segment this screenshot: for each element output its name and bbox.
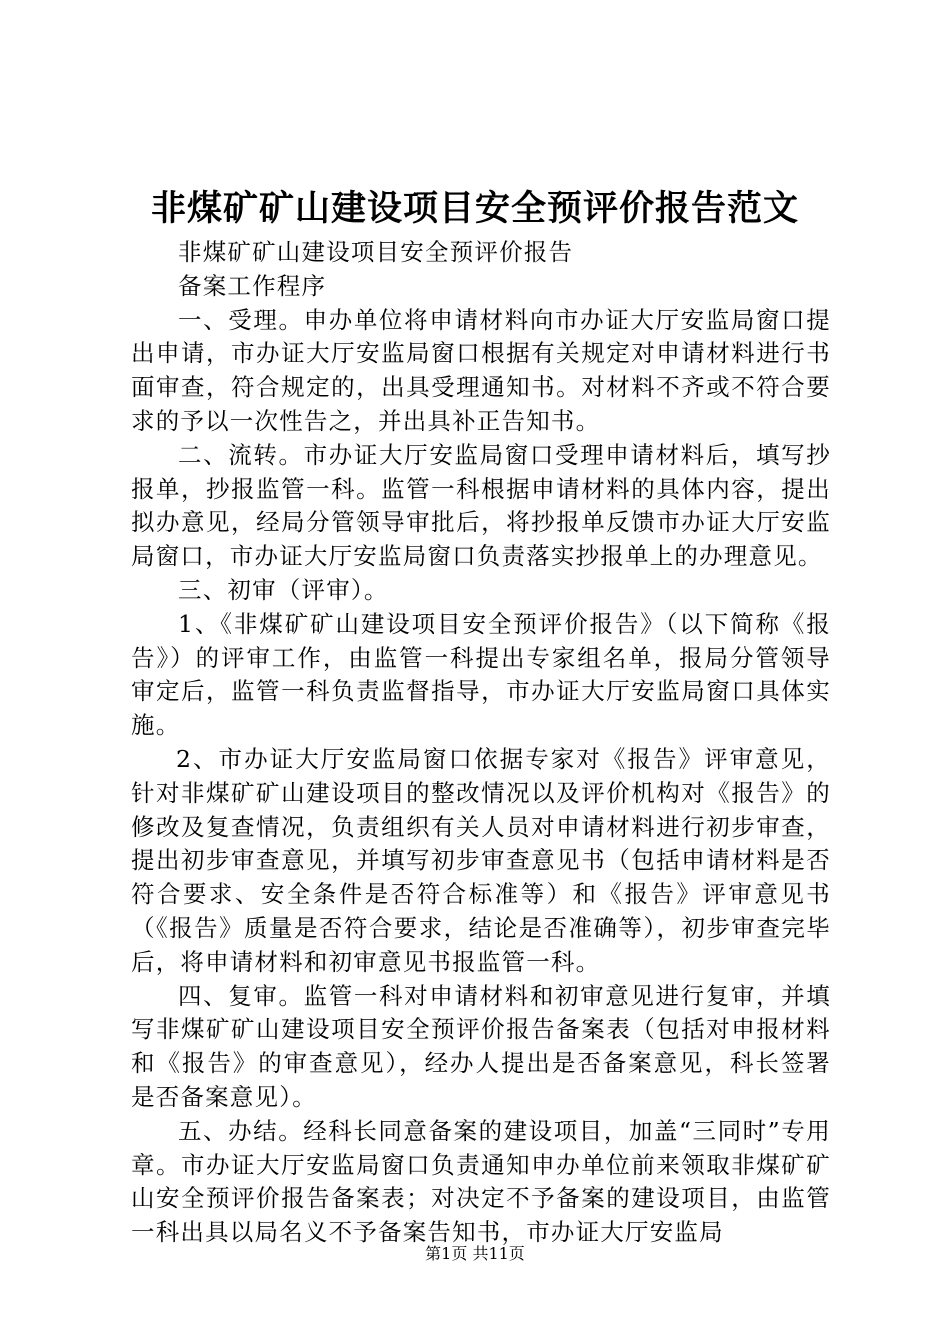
- paragraph-subtitle-line1: 非煤矿矿山建设项目安全预评价报告: [178, 238, 574, 266]
- paragraph-re-review: 四、复审。监管一科对申请材料和初审意见进行复审，并填写非煤矿矿山建设项目安全预评价报告备案表（包括对申报材料和《报告》的审查意见），经办人提出是否备案意见，科长签署是否备案意见）。: [131, 981, 831, 1111]
- paragraph-preliminary-review-item-2: 2、市办证大厅安监局窗口依据专家对《报告》评审意见，针对非煤矿矿山建设项目的整改情况以及评价机构对《报告》的修改及复查情况，负责组织有关人员对申请材料进行初步审查，提出初步审查意见，并填写初步审查意见书（包括申请材料是否符合要求、安全条件是否符合标准等）和《报告》评审意见书（《报告》质量是否符合要求，结论是否准确等），初步审查完毕后，将申请材料和初审意见书报监管一科。: [131, 744, 831, 976]
- paragraph-subtitle-line2: 备案工作程序: [178, 271, 327, 300]
- paragraph-preliminary-review-item-1: 1、《非煤矿矿山建设项目安全预评价报告》（以下简称《报告》）的评审工作，由监管一科提出专家组名单，报局分管领导审定后，监管一科负责监督指导，市办证大厅安监局窗口具体实施。: [131, 609, 831, 740]
- document-body: [131, 236, 831, 1250]
- paragraph-acceptance: 一、受理。申办单位将申请材料向市办证大厅安监局窗口提出申请，市办证大厅安监局窗口根据有关规定对申请材料进行书面审查，符合规定的，出具受理通知书。对材料不齐或不符合要求的予以一次性告之，并出具补正告知书。: [131, 305, 831, 435]
- paragraph-circulation: 二、流转。市办证大厅安监局窗口受理申请材料后，填写抄报单，抄报监管一科。监管一科根据申请材料的具体内容，提出拟办意见，经局分管领导审批后，将抄报单反馈市办证大厅安监局窗口，市办证大厅安监局窗口负责落实抄报单上的办理意见。: [131, 440, 831, 571]
- page-footer: 第1页 共11页: [425, 1244, 525, 1263]
- paragraph-completion: 五、办结。经科长同意备案的建设项目，加盖“三同时”专用章。市办证大厅安监局窗口负责通知申办单位前来领取非煤矿矿山安全预评价报告备案表；对决定不予备案的建设项目，由监管一科出具以局名义不予备案告知书，市办证大厅安监局: [131, 1116, 831, 1247]
- document-title: 非煤矿矿山建设项目安全预评价报告范文: [150, 188, 799, 229]
- paragraph-preliminary-review-heading: 三、初审（评审）。: [178, 575, 389, 604]
